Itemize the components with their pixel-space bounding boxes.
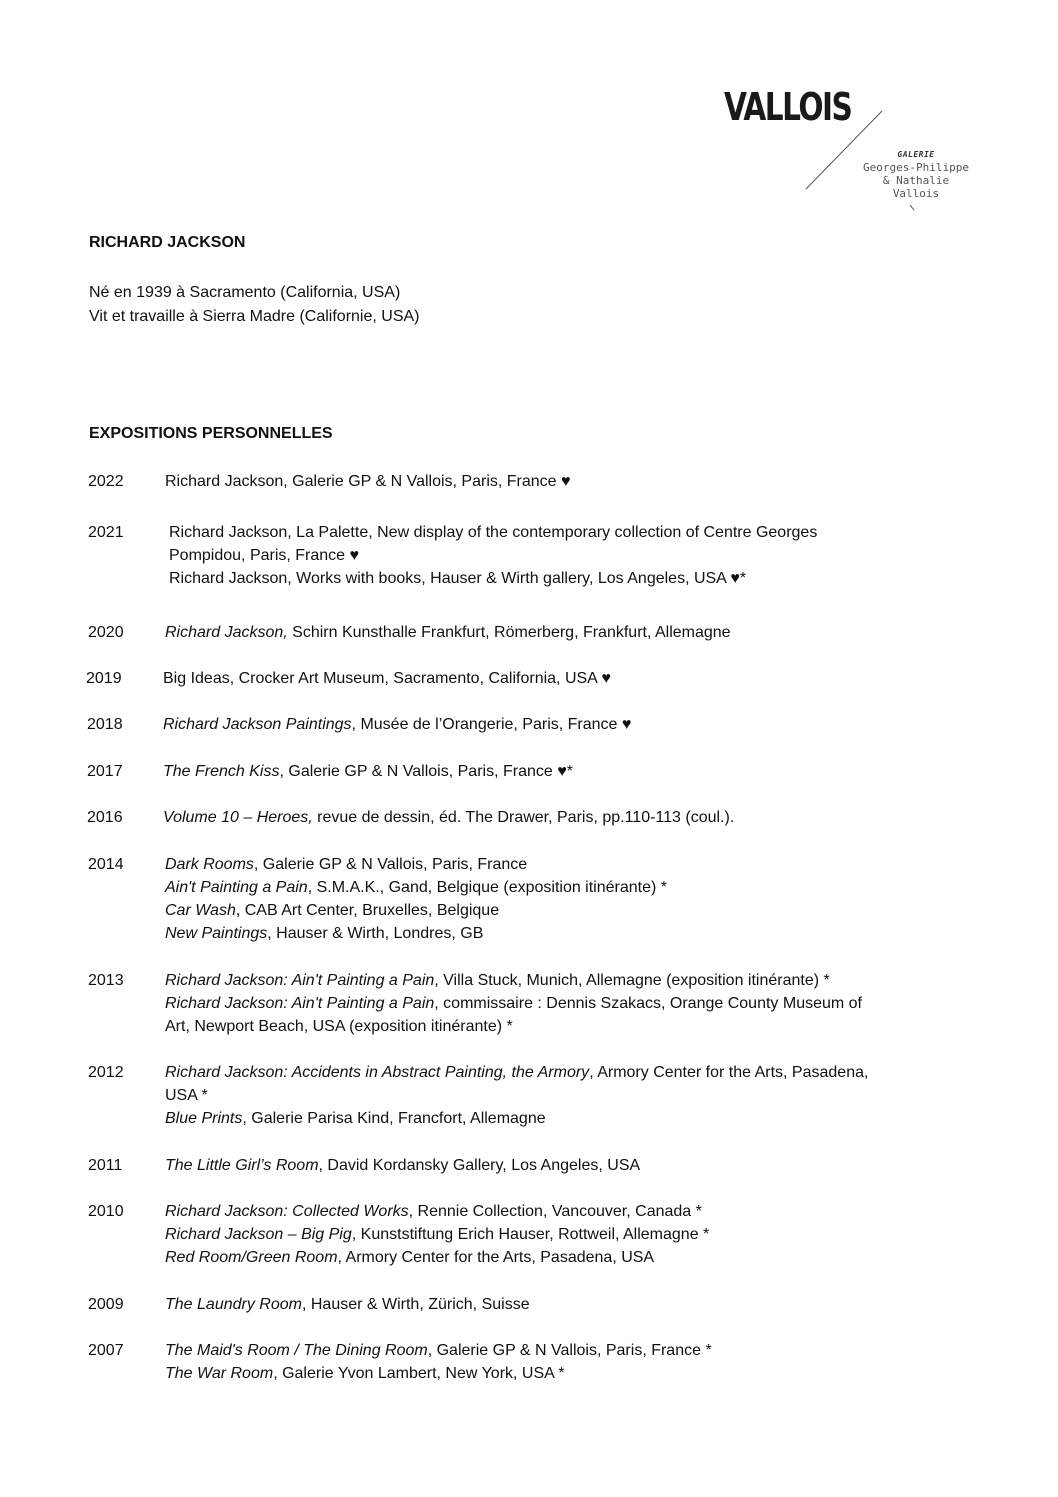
exhibition-item [165,1107,985,1130]
artist-name: RICHARD JACKSON [89,234,246,251]
exhibition-items [165,1339,985,1385]
logo-galerie: GALERIE [897,150,935,159]
exhibition-items [165,1293,985,1316]
exhibition-year: 2017 [87,763,123,780]
exhibition-details: , Galerie Yvon Lambert, New York, USA * [273,1365,565,1382]
exhibition-year: 2009 [88,1296,124,1313]
exhibition-item [165,876,985,899]
exhibition-details: Richard Jackson, Works with books, Hauser & Wirth gallery, Los Angeles, USA ♥* [169,570,747,587]
exhibition-item [165,621,985,644]
exhibition-details: , commissaire : Dennis Szakacs, Orange County Museum of [434,995,862,1012]
exhibition-items [165,1061,985,1130]
exhibition-title: Richard Jackson: Accidents in Abstract Painting, the Armory [165,1064,590,1081]
exhibition-item [165,1154,985,1177]
exhibition-details: Big Ideas, Crocker Art Museum, Sacramento, California, USA ♥ [163,670,611,687]
exhibition-year: 2016 [87,809,123,826]
exhibition-item [163,806,983,829]
exhibition-title: Richard Jackson Paintings [163,716,352,733]
exhibition-title: The French Kiss [163,763,280,780]
exhibition-details: , Armory Center for the Arts, Pasadena, [589,1064,869,1081]
exhibition-items [165,969,985,1038]
exhibition-items [169,521,989,590]
exhibition-year: 2020 [88,624,124,641]
artist-bio [89,281,420,329]
exhibition-details: , Hauser & Wirth, Londres, GB [267,925,484,942]
exhibition-details: , Villa Stuck, Munich, Allemagne (exposition itinérante) * [434,972,830,989]
exhibition-item [165,899,985,922]
exhibition-title: Dark Rooms [165,856,254,873]
exhibition-items [165,853,985,945]
exhibition-title: Richard Jackson: Ain't Painting a Pain [165,995,435,1012]
exhibition-year: 2019 [86,670,122,687]
exhibition-details: Schirn Kunsthalle Frankfurt, Römerberg, Frankfurt, Allemagne [287,624,731,641]
exhibition-item [165,1200,985,1223]
exhibition-item [165,1223,985,1246]
exhibition-details: , Hauser & Wirth, Zürich, Suisse [301,1296,530,1313]
exhibition-items [163,806,983,829]
exhibition-items [165,1200,985,1269]
exhibition-item [163,760,983,783]
logo-subtitle [856,148,976,200]
exhibition-items [163,713,983,736]
exhibition-year: 2010 [88,1203,124,1220]
exhibition-item [163,667,983,690]
exhibition-title: New Paintings [165,925,268,942]
exhibition-item [165,1246,985,1269]
exhibition-details: , Kunststiftung Erich Hauser, Rottweil, Allemagne * [351,1226,710,1243]
exhibition-item [165,470,985,493]
logo-name-line: Georges-Philippe [863,161,969,174]
exhibition-items [165,470,985,493]
bio-birth: Né en 1939 à Sacramento (California, USA) [89,284,401,301]
exhibition-details: , David Kordansky Gallery, Los Angeles, USA [318,1157,641,1174]
exhibition-year: 2018 [87,716,123,733]
exhibition-title: Richard Jackson: Collected Works [165,1203,409,1220]
exhibition-item [169,567,989,590]
exhibition-title: Ain't Painting a Pain [165,879,308,896]
exhibition-items [165,621,985,644]
exhibition-item [163,713,983,736]
exhibition-item [165,922,985,945]
exhibition-item [165,992,985,1038]
exhibition-items [165,1154,985,1177]
exhibition-details: , Galerie GP & N Vallois, Paris, France ♥* [279,763,573,780]
exhibition-details: , Rennie Collection, Vancouver, Canada * [408,1203,702,1220]
exhibition-year: 2012 [88,1064,124,1081]
section-title: EXPOSITIONS PERSONNELLES [89,425,333,442]
exhibition-title: Blue Prints [165,1110,243,1127]
exhibition-title: Richard Jackson: Ain't Painting a Pain [165,972,435,989]
exhibition-title: The Laundry Room [165,1296,302,1313]
exhibition-title: The War Room [165,1365,274,1382]
exhibition-year: 2011 [88,1157,123,1174]
exhibition-items [163,760,983,783]
exhibition-details: revue de dessin, éd. The Drawer, Paris, pp.110-113 (coul.). [312,809,735,826]
exhibition-details: , CAB Art Center, Bruxelles, Belgique [235,902,500,919]
exhibition-title: Car Wash [165,902,236,919]
logo-wordmark: VALLOIS [724,85,852,129]
exhibition-item [165,1061,985,1107]
logo-name-line: & Nathalie [882,174,950,187]
exhibition-year: 2013 [88,972,124,989]
exhibition-item [165,1362,985,1385]
exhibition-year: 2007 [88,1342,124,1359]
exhibition-item [169,521,989,567]
exhibition-items [163,667,983,690]
exhibition-details: , S.M.A.K., Gand, Belgique (exposition itinérante) * [307,879,667,896]
logo-name-line: Vallois [892,187,940,200]
exhibition-details: , Galerie GP & N Vallois, Paris, France [253,856,528,873]
exhibition-details: Richard Jackson, Galerie GP & N Vallois, Paris, France ♥ [165,473,571,490]
bio-residence: Vit et travaille à Sierra Madre (Californie, USA) [89,308,420,325]
exhibition-details: , Armory Center for the Arts, Pasadena, USA [337,1249,655,1266]
exhibition-item [165,853,985,876]
exhibition-details: , Musée de l’Orangerie, Paris, France ♥ [351,716,632,733]
exhibition-title: Volume 10 – Heroes, [163,809,313,826]
exhibition-year: 2022 [88,473,124,490]
exhibition-item [165,1339,985,1362]
exhibition-details-continued: Pompidou, Paris, France ♥ [169,547,360,564]
exhibition-details-continued: Art, Newport Beach, USA (exposition itinérante) * [165,1018,513,1035]
exhibition-details: , Galerie GP & N Vallois, Paris, France * [427,1342,712,1359]
exhibition-title: Richard Jackson, [165,624,288,641]
exhibition-item [165,969,985,992]
exhibition-details-continued: USA * [165,1087,208,1104]
exhibition-year: 2021 [88,524,124,541]
exhibition-details: , Galerie Parisa Kind, Francfort, Allemagne [242,1110,546,1127]
exhibition-title: Red Room/Green Room [165,1249,338,1266]
exhibition-title: The Maid's Room / The Dining Room [165,1342,428,1359]
exhibition-details: Richard Jackson, La Palette, New display of the contemporary collection of Centre Georges [169,524,818,541]
exhibition-title: Richard Jackson – Big Pig [165,1226,352,1243]
exhibition-title: The Little Girl’s Room [165,1157,319,1174]
exhibition-year: 2014 [88,856,124,873]
exhibition-item [165,1293,985,1316]
